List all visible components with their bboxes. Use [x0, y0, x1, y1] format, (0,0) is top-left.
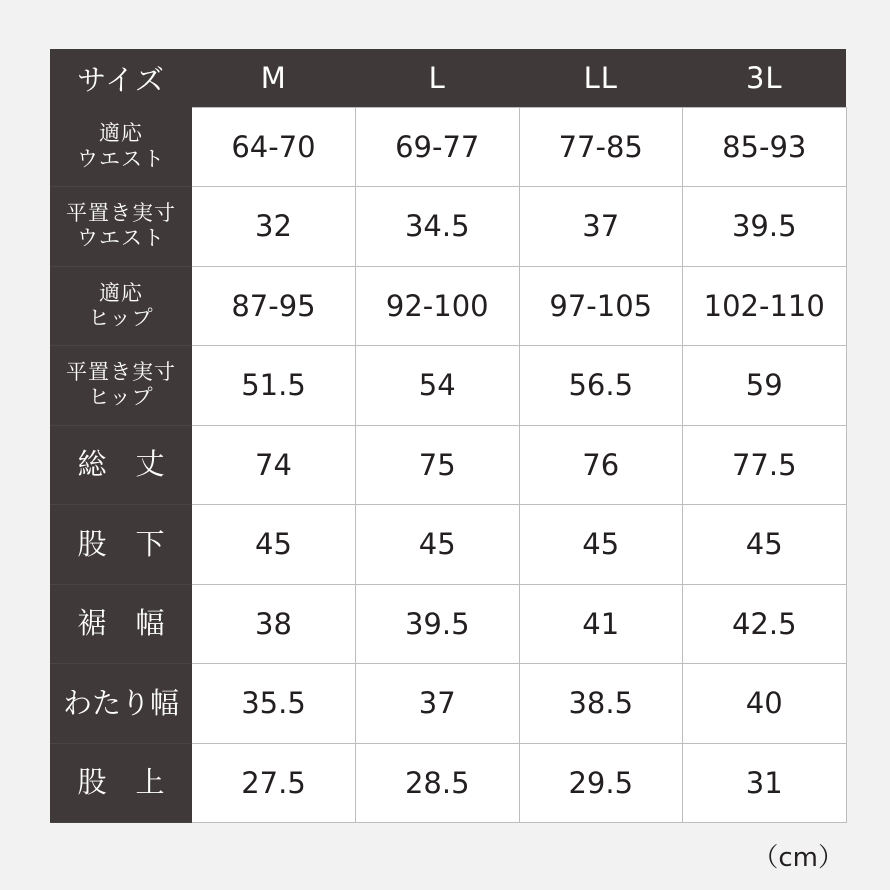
- measurement-cell: 42.5: [683, 584, 847, 664]
- table-row: [50, 743, 846, 823]
- measurement-cell: 32: [192, 187, 356, 267]
- table-row: [50, 187, 846, 267]
- row-label-line: 股 下: [77, 526, 165, 561]
- measurement-cell: 54: [356, 346, 520, 426]
- row-label-line: ヒップ: [88, 385, 154, 410]
- row-label: [50, 743, 192, 823]
- measurement-cell: 37: [356, 664, 520, 744]
- measurement-cell: 39.5: [683, 187, 847, 267]
- size-column-header: LL: [519, 49, 683, 107]
- measurement-cell: 59: [683, 346, 847, 426]
- row-label-line: わたり幅: [62, 685, 179, 720]
- row-label: [50, 584, 192, 664]
- row-label-line: ヒップ: [88, 305, 154, 330]
- size-header-row: [50, 49, 846, 107]
- measurement-cell: 38.5: [519, 664, 683, 744]
- table-row: [50, 664, 846, 744]
- size-column-header: M: [192, 49, 356, 107]
- measurement-cell: 37: [519, 187, 683, 267]
- measurement-cell: 77-85: [519, 107, 683, 187]
- measurement-cell: 35.5: [192, 664, 356, 744]
- row-label: [50, 266, 192, 346]
- measurement-cell: 75: [356, 425, 520, 505]
- row-label-line: 股 上: [77, 765, 165, 800]
- measurement-cell: 69-77: [356, 107, 520, 187]
- size-column-header: L: [356, 49, 520, 107]
- measurement-cell: 41: [519, 584, 683, 664]
- table-row: [50, 346, 846, 426]
- row-label-line: 平置き実寸: [66, 201, 176, 226]
- measurement-cell: 45: [683, 505, 847, 585]
- row-label-line: 平置き実寸: [66, 360, 176, 385]
- table-row: [50, 425, 846, 505]
- row-label-line: 総 丈: [77, 447, 165, 482]
- measurement-cell: 45: [192, 505, 356, 585]
- measurement-cell: 27.5: [192, 743, 356, 823]
- table-row: [50, 505, 846, 585]
- measurement-cell: 45: [356, 505, 520, 585]
- measurement-cell: 45: [519, 505, 683, 585]
- measurement-cell: 87-95: [192, 266, 356, 346]
- size-corner-label: サイズ: [50, 49, 192, 107]
- measurement-cell: 40: [683, 664, 847, 744]
- size-table-body: [50, 107, 846, 823]
- row-label-line: 適応: [99, 121, 143, 146]
- row-label: [50, 505, 192, 585]
- measurement-cell: 31: [683, 743, 847, 823]
- measurement-cell: 38: [192, 584, 356, 664]
- measurement-cell: 77.5: [683, 425, 847, 505]
- measurement-cell: 97-105: [519, 266, 683, 346]
- row-label-line: ウエスト: [77, 226, 165, 251]
- row-label-line: 裾 幅: [77, 606, 165, 641]
- size-chart-table: [50, 49, 847, 823]
- row-label-line: ウエスト: [77, 146, 165, 171]
- row-label-line: 適応: [99, 280, 143, 305]
- measurement-cell: 28.5: [356, 743, 520, 823]
- row-label: [50, 107, 192, 187]
- measurement-cell: 34.5: [356, 187, 520, 267]
- measurement-cell: 74: [192, 425, 356, 505]
- measurement-cell: 51.5: [192, 346, 356, 426]
- measurement-cell: 29.5: [519, 743, 683, 823]
- table-row: [50, 584, 846, 664]
- measurement-cell: 92-100: [356, 266, 520, 346]
- measurement-cell: 64-70: [192, 107, 356, 187]
- row-label: [50, 664, 192, 744]
- table-row: [50, 107, 846, 187]
- measurement-cell: 102-110: [683, 266, 847, 346]
- unit-note: （cm）: [752, 843, 844, 873]
- table-row: [50, 266, 846, 346]
- measurement-cell: 56.5: [519, 346, 683, 426]
- row-label: [50, 187, 192, 267]
- row-label: [50, 346, 192, 426]
- measurement-cell: 39.5: [356, 584, 520, 664]
- measurement-cell: 76: [519, 425, 683, 505]
- measurement-cell: 85-93: [683, 107, 847, 187]
- size-column-header: 3L: [683, 49, 847, 107]
- row-label: [50, 425, 192, 505]
